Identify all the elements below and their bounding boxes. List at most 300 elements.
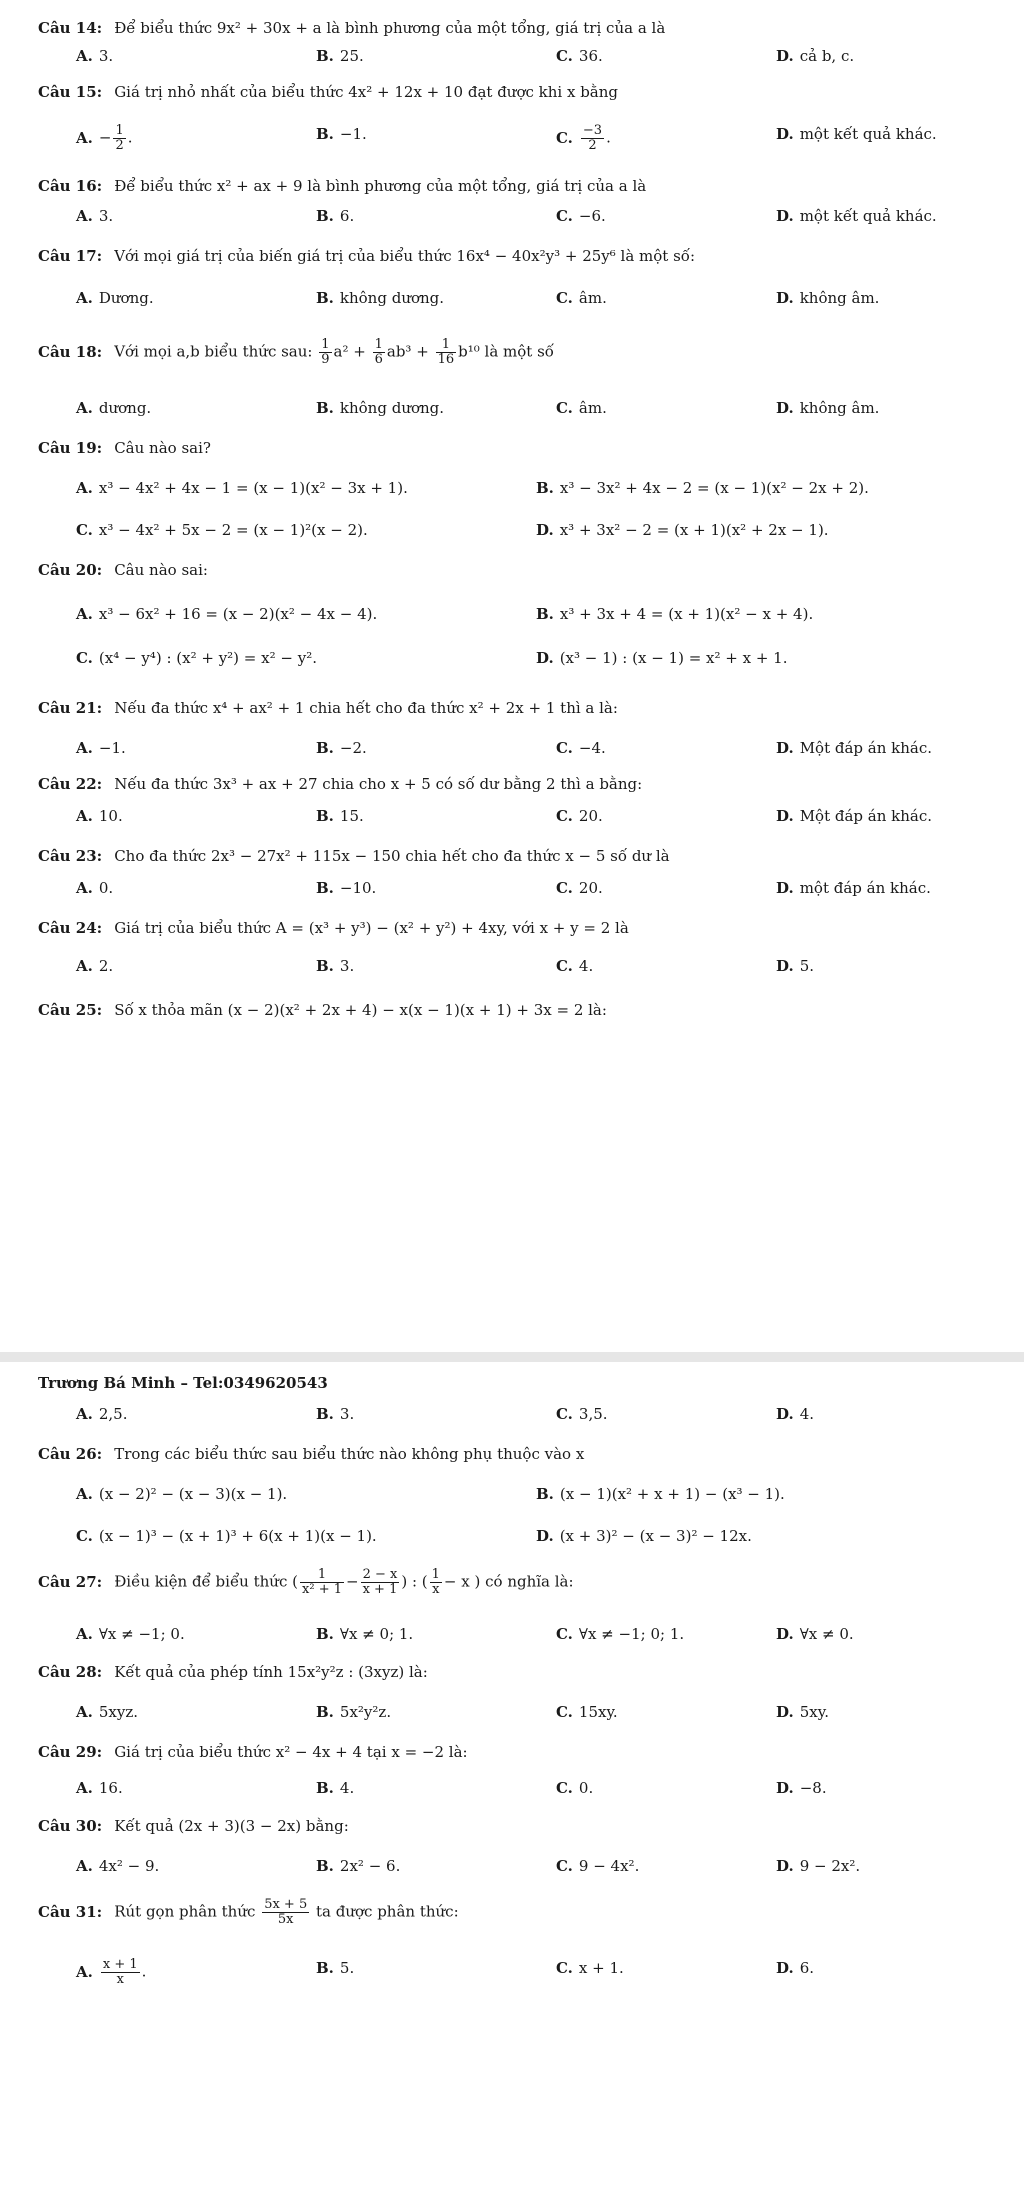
option-d[interactable] bbox=[536, 520, 829, 540]
option-letter: A. bbox=[76, 879, 93, 897]
question-text: là một số bbox=[484, 342, 554, 361]
denominator: x bbox=[116, 1972, 124, 1987]
option-text: ∀x ≠ 0; 1. bbox=[339, 1625, 414, 1643]
option-text: ∀x ≠ −1; 0. bbox=[98, 1625, 185, 1643]
question-text: có nghĩa là: bbox=[485, 1572, 574, 1591]
option-c[interactable] bbox=[556, 46, 603, 66]
question-text: Giá trị nhỏ nhất của biểu thức 4x² + 12x + 10 đạt được khi x bằng bbox=[114, 83, 619, 101]
fraction bbox=[101, 1958, 140, 1987]
option-letter: C. bbox=[556, 879, 573, 897]
option-text: 3. bbox=[98, 47, 114, 65]
question-text: Kết quả (2x + 3)(3 − 2x) bằng: bbox=[114, 1817, 349, 1835]
fraction bbox=[430, 1568, 442, 1597]
option-letter: C. bbox=[556, 128, 573, 147]
denominator: x + 1 bbox=[362, 1582, 398, 1597]
option-letter: C. bbox=[556, 1779, 573, 1797]
option-letter: C. bbox=[556, 289, 573, 307]
question-text: Rút gọn phân thức bbox=[114, 1902, 256, 1921]
option-text: x³ + 3x + 4 = (x + 1)(x² − x + 4). bbox=[559, 605, 814, 623]
expression-term: − bbox=[346, 1572, 359, 1591]
option-c[interactable] bbox=[556, 1778, 593, 1798]
option-text: một kết quả khác. bbox=[799, 207, 937, 225]
option-letter: C. bbox=[556, 47, 573, 65]
option-b[interactable] bbox=[536, 604, 813, 624]
denominator: x bbox=[432, 1582, 440, 1597]
option-d[interactable] bbox=[776, 1778, 827, 1798]
option-d[interactable] bbox=[776, 398, 879, 418]
page-header: Trương Bá Minh – Tel:0349620543 bbox=[38, 1374, 328, 1392]
option-c[interactable] bbox=[556, 806, 603, 826]
option-letter: C. bbox=[556, 1625, 573, 1643]
option-c[interactable] bbox=[556, 956, 593, 976]
option-letter: B. bbox=[536, 605, 554, 623]
option-a[interactable] bbox=[76, 1856, 159, 1876]
option-a[interactable] bbox=[76, 1778, 123, 1798]
option-d[interactable] bbox=[776, 206, 937, 226]
option-text: không dương. bbox=[339, 399, 445, 417]
option-letter: B. bbox=[536, 1485, 554, 1503]
option-letter: B. bbox=[316, 207, 334, 225]
option-letter: D. bbox=[776, 1959, 794, 1977]
question-number: Câu 15: bbox=[38, 83, 103, 101]
denominator: 2 bbox=[115, 138, 124, 153]
option-text: không dương. bbox=[339, 289, 445, 307]
option-text: Dương. bbox=[98, 289, 154, 307]
question-number: Câu 26: bbox=[38, 1445, 103, 1463]
option-letter: A. bbox=[76, 47, 93, 65]
option-d[interactable] bbox=[776, 1856, 860, 1876]
option-c[interactable] bbox=[76, 1526, 377, 1546]
option-letter: A. bbox=[76, 807, 93, 825]
denominator: 16 bbox=[437, 352, 455, 367]
question-21 bbox=[38, 698, 618, 718]
option-b[interactable] bbox=[316, 1958, 354, 1978]
option-text: âm. bbox=[578, 289, 607, 307]
option-c[interactable] bbox=[556, 288, 607, 308]
question-number: Câu 14: bbox=[38, 19, 103, 37]
option-a[interactable] bbox=[76, 878, 113, 898]
question-number: Câu 29: bbox=[38, 1743, 103, 1761]
option-text: −8. bbox=[799, 1779, 827, 1797]
option-d[interactable] bbox=[776, 956, 814, 976]
option-b[interactable] bbox=[316, 1624, 413, 1644]
option-text: (x⁴ − y⁴) : (x² + y²) = x² − y². bbox=[98, 649, 317, 667]
option-text: 16. bbox=[98, 1779, 123, 1797]
option-letter: B. bbox=[316, 807, 334, 825]
option-letter: B. bbox=[316, 957, 334, 975]
option-c[interactable]: C. $\frac{-3}{2}$ . bbox=[556, 123, 611, 153]
option-text: x + 1. bbox=[578, 1959, 624, 1977]
option-text: 15xy. bbox=[578, 1703, 618, 1721]
option-c[interactable] bbox=[556, 738, 606, 758]
option-letter: A. bbox=[76, 399, 93, 417]
numerator: 1 bbox=[300, 1568, 344, 1583]
option-b[interactable] bbox=[316, 1404, 354, 1424]
option-d[interactable] bbox=[776, 738, 932, 758]
option-letter: A. bbox=[76, 1485, 93, 1503]
expression-term: ) : ( bbox=[401, 1572, 428, 1591]
option-a[interactable] bbox=[76, 806, 123, 826]
option-c[interactable] bbox=[556, 878, 603, 898]
option-text: dương. bbox=[98, 399, 152, 417]
option-letter: D. bbox=[776, 289, 794, 307]
numerator: x + 1 bbox=[102, 1957, 138, 1972]
question-text: Câu nào sai? bbox=[114, 439, 211, 457]
option-b[interactable] bbox=[316, 1778, 354, 1798]
question-number: Câu 19: bbox=[38, 439, 103, 457]
option-letter: D. bbox=[776, 125, 794, 143]
option-letter: D. bbox=[776, 879, 794, 897]
option-d[interactable] bbox=[776, 806, 932, 826]
option-text: −1. bbox=[98, 739, 126, 757]
option-b[interactable] bbox=[316, 1856, 400, 1876]
question-17 bbox=[38, 246, 695, 266]
fraction bbox=[113, 124, 125, 153]
question-30 bbox=[38, 1816, 349, 1836]
option-b[interactable] bbox=[316, 288, 444, 308]
option-letter: B. bbox=[316, 879, 334, 897]
option-text: 0. bbox=[578, 1779, 594, 1797]
question-number: Câu 20: bbox=[38, 561, 103, 579]
denominator: x² + 1 bbox=[302, 1582, 342, 1597]
option-letter: D. bbox=[776, 1405, 794, 1423]
option-text: 20. bbox=[578, 807, 603, 825]
fraction bbox=[319, 338, 331, 367]
option-text: 4x² − 9. bbox=[98, 1857, 160, 1875]
page-break bbox=[0, 1352, 1024, 1362]
expression-term: b¹⁰ bbox=[458, 342, 480, 361]
option-c[interactable] bbox=[556, 1958, 624, 1978]
option-b[interactable] bbox=[316, 398, 444, 418]
question-text: ta được phân thức: bbox=[316, 1902, 459, 1921]
option-text: không âm. bbox=[799, 289, 880, 307]
option-text: 2x² − 6. bbox=[339, 1857, 401, 1875]
option-a[interactable] bbox=[76, 956, 113, 976]
option-text: 6. bbox=[799, 1959, 815, 1977]
option-letter: D. bbox=[536, 1527, 554, 1545]
option-text: (x + 3)² − (x − 3)² − 12x. bbox=[559, 1527, 752, 1545]
option-text: 3. bbox=[339, 1405, 355, 1423]
option-b[interactable] bbox=[316, 956, 354, 976]
option-text: cả b, c. bbox=[799, 47, 855, 65]
option-text: 3. bbox=[339, 957, 355, 975]
question-19 bbox=[38, 438, 211, 458]
option-letter: D. bbox=[776, 1625, 794, 1643]
option-text: Một đáp án khác. bbox=[799, 739, 933, 757]
option-a[interactable] bbox=[76, 1702, 138, 1722]
option-d[interactable] bbox=[536, 648, 788, 668]
option-c[interactable] bbox=[556, 1702, 618, 1722]
option-a[interactable] bbox=[76, 1484, 287, 1504]
option-b[interactable] bbox=[316, 1702, 391, 1722]
option-letter: C. bbox=[556, 1857, 573, 1875]
option-d[interactable] bbox=[776, 1702, 829, 1722]
option-text: 0. bbox=[98, 879, 114, 897]
question-text: Để biểu thức x² + ax + 9 là bình phương của một tổng, giá trị của a là bbox=[114, 177, 647, 195]
option-letter: D. bbox=[776, 47, 794, 65]
option-letter: C. bbox=[556, 957, 573, 975]
option-text: 4. bbox=[339, 1779, 355, 1797]
question-22 bbox=[38, 774, 642, 794]
option-text: (x − 1)³ − (x + 1)³ + 6(x + 1)(x − 1). bbox=[98, 1527, 377, 1545]
option-c[interactable] bbox=[556, 1856, 639, 1876]
numerator: −3 bbox=[582, 123, 603, 138]
option-d[interactable] bbox=[776, 1404, 814, 1424]
option-letter: C. bbox=[556, 207, 573, 225]
option-text: x³ + 3x² − 2 = (x + 1)(x² + 2x − 1). bbox=[559, 521, 829, 539]
option-letter: D. bbox=[776, 399, 794, 417]
option-letter: D. bbox=[536, 521, 554, 539]
option-text: 4. bbox=[799, 1405, 815, 1423]
option-letter: A. bbox=[76, 1625, 93, 1643]
option-letter: A. bbox=[76, 479, 93, 497]
option-b[interactable] bbox=[316, 46, 364, 66]
option-b[interactable] bbox=[316, 878, 376, 898]
question-number: Câu 30: bbox=[38, 1817, 103, 1835]
option-letter: B. bbox=[316, 1625, 334, 1643]
option-b[interactable] bbox=[316, 124, 367, 144]
option-text: Một đáp án khác. bbox=[799, 807, 933, 825]
option-letter: B. bbox=[536, 479, 554, 497]
option-text: 6. bbox=[339, 207, 355, 225]
option-text: 15. bbox=[339, 807, 364, 825]
option-letter: A. bbox=[76, 1405, 93, 1423]
option-text: 9 − 4x². bbox=[578, 1857, 640, 1875]
option-letter: B. bbox=[316, 1703, 334, 1721]
question-16 bbox=[38, 176, 646, 196]
option-text: 4. bbox=[578, 957, 594, 975]
option-c[interactable] bbox=[556, 1624, 684, 1644]
question-number: Câu 23: bbox=[38, 847, 103, 865]
question-text: Cho đa thức 2x³ − 27x² + 115x − 150 chia hết cho đa thức x − 5 số dư là bbox=[114, 847, 670, 865]
question-27 bbox=[38, 1568, 574, 1597]
option-b[interactable] bbox=[316, 206, 354, 226]
option-text: 5x²y²z. bbox=[339, 1703, 392, 1721]
option-text: một đáp án khác. bbox=[799, 879, 931, 897]
question-23 bbox=[38, 846, 670, 866]
option-a[interactable] bbox=[76, 1624, 185, 1644]
option-a[interactable] bbox=[76, 1404, 128, 1424]
question-number: Câu 18: bbox=[38, 342, 103, 361]
question-text: Nếu đa thức x⁴ + ax² + 1 chia hết cho đa thức x² + 2x + 1 thì a là: bbox=[114, 699, 618, 717]
page-2 bbox=[0, 1362, 1024, 2193]
option-text: −2. bbox=[339, 739, 367, 757]
option-text: 25. bbox=[339, 47, 364, 65]
option-letter: A. bbox=[76, 739, 93, 757]
fraction bbox=[436, 338, 457, 367]
option-letter: C. bbox=[556, 399, 573, 417]
option-b[interactable] bbox=[536, 478, 869, 498]
question-text: Điều kiện để biểu thức bbox=[114, 1572, 288, 1591]
question-text: Với mọi a,b biểu thức sau: bbox=[114, 342, 313, 361]
option-text: 10. bbox=[98, 807, 123, 825]
option-d[interactable] bbox=[776, 1958, 814, 1978]
option-a[interactable] bbox=[76, 478, 408, 498]
option-c[interactable] bbox=[76, 520, 368, 540]
option-letter: D. bbox=[776, 957, 794, 975]
option-letter: C. bbox=[556, 1959, 573, 1977]
option-text: ∀x ≠ −1; 0; 1. bbox=[578, 1625, 685, 1643]
question-text: Với mọi giá trị của biến giá trị của biểu thức 16x⁴ − 40x²y³ + 25y⁶ là một số: bbox=[114, 247, 696, 265]
fraction bbox=[262, 1898, 309, 1927]
option-letter: C. bbox=[76, 521, 93, 539]
option-a[interactable] bbox=[76, 604, 377, 624]
question-15 bbox=[38, 82, 618, 102]
option-letter: C. bbox=[556, 739, 573, 757]
option-text: x³ − 3x² + 4x − 2 = (x − 1)(x² − 2x + 2). bbox=[559, 479, 869, 497]
option-a[interactable] bbox=[76, 398, 151, 418]
question-text: Giá trị của biểu thức x² − 4x + 4 tại x = −2 là: bbox=[114, 1743, 468, 1761]
option-letter: B. bbox=[316, 399, 334, 417]
option-d[interactable] bbox=[776, 878, 931, 898]
option-text: 5. bbox=[799, 957, 815, 975]
question-31 bbox=[38, 1898, 459, 1927]
expression-term: ab³ + bbox=[386, 342, 429, 361]
option-a[interactable] bbox=[76, 288, 154, 308]
question-text: Câu nào sai: bbox=[114, 561, 208, 579]
denominator: 6 bbox=[374, 352, 383, 367]
option-text: 2. bbox=[98, 957, 114, 975]
option-text: 5xy. bbox=[799, 1703, 829, 1721]
option-letter: D. bbox=[776, 1703, 794, 1721]
option-d[interactable] bbox=[536, 1526, 752, 1546]
option-letter: A. bbox=[76, 1962, 93, 1981]
question-text: Để biểu thức 9x² + 30x + a là bình phương của một tổng, giá trị của a là bbox=[114, 19, 666, 37]
option-letter: A. bbox=[76, 957, 93, 975]
expression-term: a² + bbox=[333, 342, 366, 361]
option-letter: D. bbox=[776, 207, 794, 225]
option-letter: C. bbox=[556, 807, 573, 825]
option-text: −4. bbox=[578, 739, 606, 757]
option-a[interactable] bbox=[76, 206, 113, 226]
option-letter: D. bbox=[776, 807, 794, 825]
option-letter: D. bbox=[776, 1857, 794, 1875]
option-text: 3. bbox=[98, 207, 114, 225]
question-29 bbox=[38, 1742, 468, 1762]
question-text: Kết quả của phép tính 15x²y²z : (3xyz) là: bbox=[114, 1663, 428, 1681]
option-d[interactable] bbox=[776, 46, 854, 66]
option-text: (x − 1)(x² + x + 1) − (x³ − 1). bbox=[559, 1485, 785, 1503]
option-a[interactable] bbox=[76, 46, 113, 66]
fraction bbox=[581, 124, 604, 153]
question-26 bbox=[38, 1444, 584, 1464]
option-letter: B. bbox=[316, 289, 334, 307]
numerator: 5x + 5 bbox=[264, 1897, 308, 1912]
question-text: Trong các biểu thức sau biểu thức nào không phụ thuộc vào x bbox=[114, 1445, 585, 1463]
fraction bbox=[373, 338, 385, 367]
option-letter: A. bbox=[76, 1857, 93, 1875]
option-text: 20. bbox=[578, 879, 603, 897]
option-letter: B. bbox=[316, 739, 334, 757]
question-number: Câu 28: bbox=[38, 1663, 103, 1681]
option-text: ∀x ≠ 0. bbox=[799, 1625, 854, 1643]
question-number: Câu 25: bbox=[38, 1001, 103, 1019]
numerator: 1 bbox=[321, 337, 330, 352]
option-letter: A. bbox=[76, 128, 93, 147]
fraction bbox=[361, 1568, 400, 1597]
question-18 bbox=[38, 338, 554, 367]
option-d[interactable] bbox=[776, 124, 937, 144]
option-text: không âm. bbox=[799, 399, 880, 417]
option-d[interactable] bbox=[776, 1624, 854, 1644]
option-letter: B. bbox=[316, 1405, 334, 1423]
option-c[interactable] bbox=[556, 206, 606, 226]
question-25 bbox=[38, 1000, 607, 1020]
option-letter: C. bbox=[76, 1527, 93, 1545]
numerator: 1 bbox=[374, 337, 383, 352]
denominator: 5x bbox=[277, 1912, 294, 1927]
option-text: một kết quả khác. bbox=[799, 125, 937, 143]
option-a[interactable] bbox=[76, 738, 126, 758]
option-letter: A. bbox=[76, 207, 93, 225]
option-b[interactable] bbox=[316, 738, 367, 758]
option-letter: B. bbox=[316, 125, 334, 143]
option-letter: A. bbox=[76, 1779, 93, 1797]
option-text: 5. bbox=[339, 1959, 355, 1977]
question-number: Câu 31: bbox=[38, 1902, 103, 1921]
option-letter: B. bbox=[316, 1857, 334, 1875]
option-letter: B. bbox=[316, 47, 334, 65]
question-number: Câu 17: bbox=[38, 247, 103, 265]
option-c[interactable] bbox=[556, 1404, 608, 1424]
question-28 bbox=[38, 1662, 428, 1682]
fraction bbox=[300, 1568, 344, 1597]
option-text: 2,5. bbox=[98, 1405, 128, 1423]
question-number: Câu 22: bbox=[38, 775, 103, 793]
question-14 bbox=[38, 18, 665, 38]
option-text: 36. bbox=[578, 47, 603, 65]
option-text: −10. bbox=[339, 879, 377, 897]
option-b[interactable] bbox=[316, 806, 364, 826]
option-c[interactable] bbox=[76, 648, 317, 668]
option-text: −1. bbox=[339, 125, 367, 143]
option-text: x³ − 4x² + 5x − 2 = (x − 1)²(x − 2). bbox=[98, 521, 368, 539]
option-text: 5xyz. bbox=[98, 1703, 139, 1721]
option-text: (x³ − 1) : (x − 1) = x² + x + 1. bbox=[559, 649, 788, 667]
option-text: x³ − 6x² + 16 = (x − 2)(x² − 4x − 4). bbox=[98, 605, 378, 623]
option-letter: A. bbox=[76, 1703, 93, 1721]
option-letter: D. bbox=[776, 1779, 794, 1797]
denominator: 9 bbox=[321, 352, 330, 367]
numerator: 1 bbox=[431, 1567, 440, 1582]
option-b[interactable] bbox=[536, 1484, 785, 1504]
option-text: (x − 2)² − (x − 3)(x − 1). bbox=[98, 1485, 288, 1503]
numerator: 1 bbox=[115, 123, 124, 138]
option-text: 9 − 2x². bbox=[799, 1857, 861, 1875]
option-d[interactable] bbox=[776, 288, 879, 308]
question-text: Nếu đa thức 3x³ + ax + 27 chia cho x + 5 có số dư bằng 2 thì a bằng: bbox=[114, 775, 643, 793]
option-text: 3,5. bbox=[578, 1405, 608, 1423]
option-a[interactable]: A. $\frac{x + 1}{x}$ . bbox=[76, 1957, 147, 1987]
option-c[interactable] bbox=[556, 398, 607, 418]
option-letter: C. bbox=[556, 1703, 573, 1721]
question-20 bbox=[38, 560, 208, 580]
question-number: Câu 24: bbox=[38, 919, 103, 937]
option-a[interactable]: A. − $\frac{1}{2}$ . bbox=[76, 123, 133, 153]
question-number: Câu 21: bbox=[38, 699, 103, 717]
option-letter: D. bbox=[776, 739, 794, 757]
option-letter: C. bbox=[76, 649, 93, 667]
question-text: Giá trị của biểu thức A = (x³ + y³) − (x² + y²) + 4xy, với x + y = 2 là bbox=[114, 919, 629, 937]
option-text: âm. bbox=[578, 399, 607, 417]
question-number: Câu 27: bbox=[38, 1572, 103, 1591]
question-number: Câu 16: bbox=[38, 177, 103, 195]
option-letter: C. bbox=[556, 1405, 573, 1423]
expression-term: ( bbox=[292, 1572, 299, 1591]
option-text: x³ − 4x² + 4x − 1 = (x − 1)(x² − 3x + 1). bbox=[98, 479, 408, 497]
option-letter: B. bbox=[316, 1779, 334, 1797]
numerator: 2 − x bbox=[362, 1567, 398, 1582]
